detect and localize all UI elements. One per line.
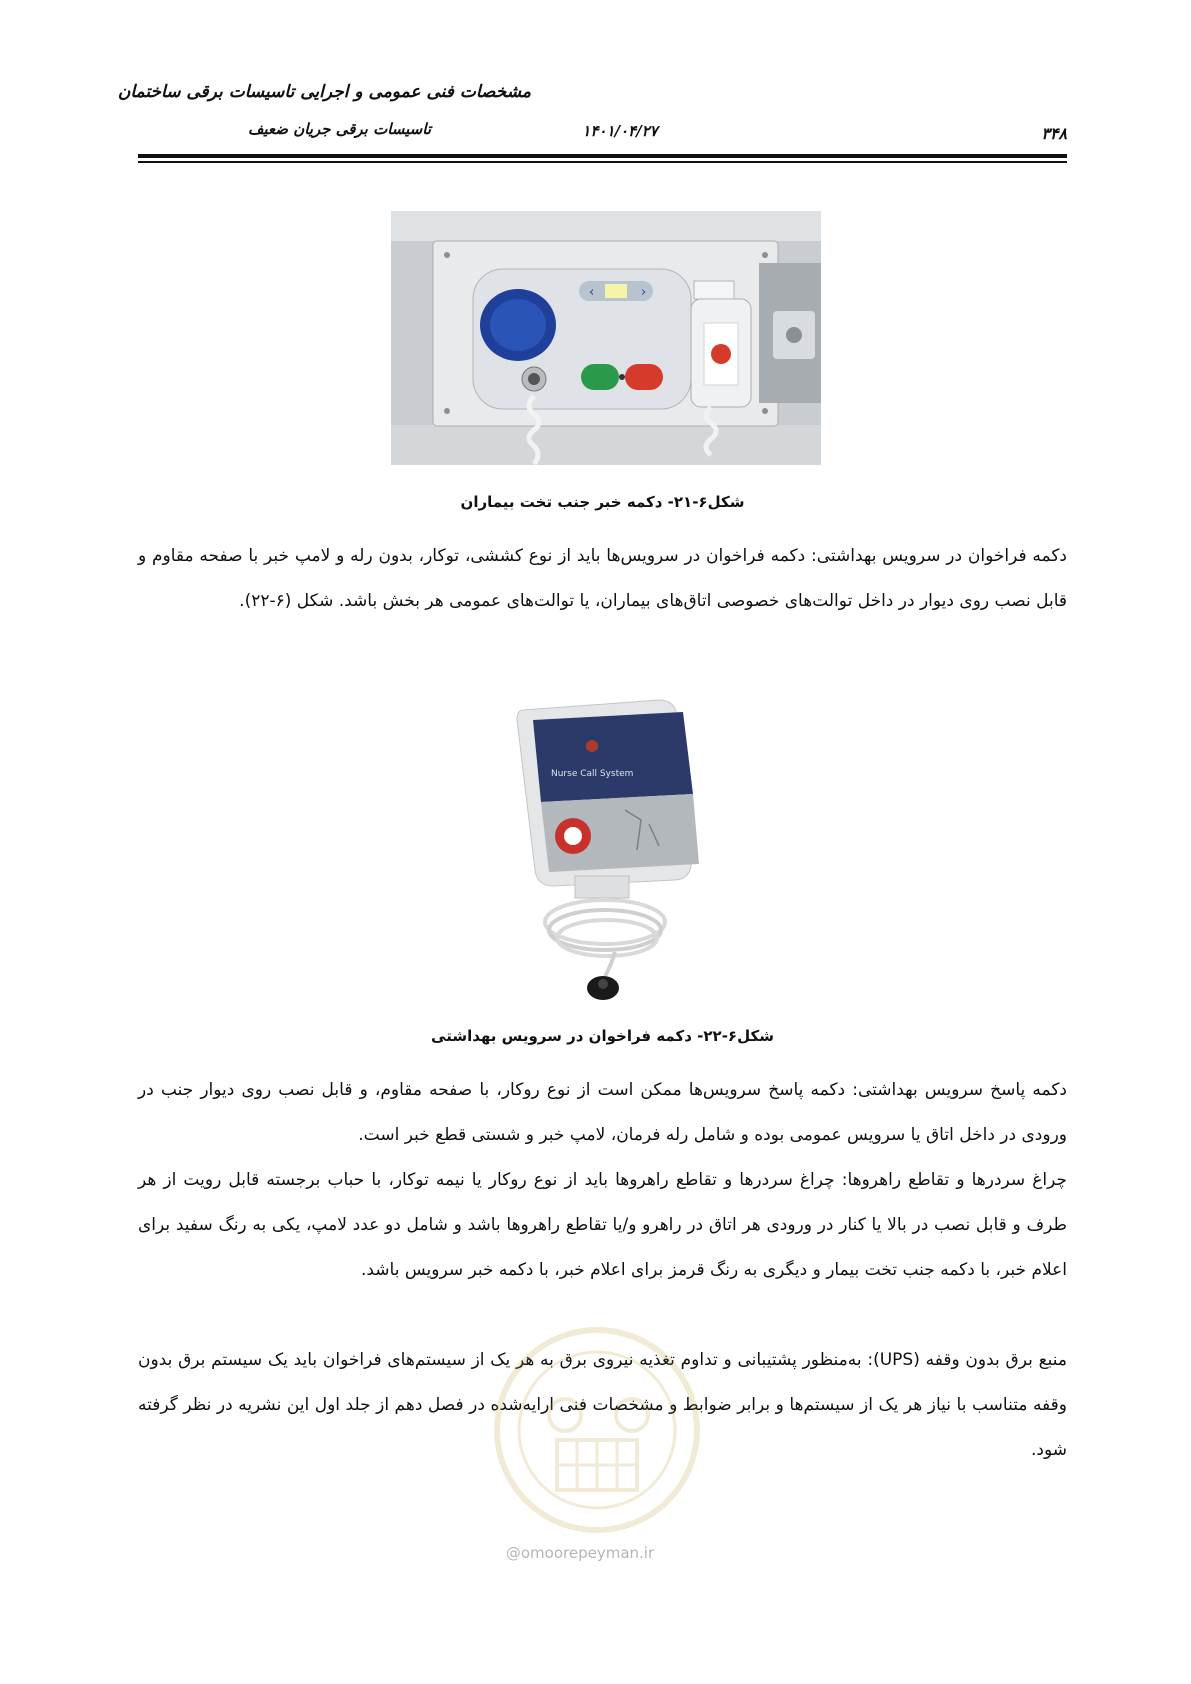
svg-text:›: ›: [641, 285, 647, 300]
figure-caption: شکل۶-۲۱- دکمه خبر جنب تخت بیماران: [460, 493, 745, 511]
figure-caption: شکل۶-۲۲- دکمه فراخوان در سرویس بهداشتی: [431, 1027, 774, 1045]
document-title: مشخصات فنی عمومی و اجرایی تاسیسات برقی ساختمان: [117, 82, 531, 102]
figure-nurse-call-pullcord: [495, 690, 725, 1008]
watermark-url: @omoorepeyman.ir: [505, 1544, 655, 1562]
paragraph-ups: منبع برق بدون وقفه (UPS): به‌منظور پشتیبانی و تداوم تغذیه نیروی برق به هر یک از سیستم‌های فراخوان باید یک سیستم برق بدون وقفه متناسب با نیاز هر یک از سیستم‌ها و برابر ضوابط و مشخصات فنی ارایه‌شده در فصل دهم از جلد اول این نشریه در نظر گرفته شود.: [138, 1350, 1067, 1460]
paragraph-toilet-response-button: دکمه پاسخ سرویس بهداشتی: دکمه پاسخ سرویس‌ها ممکن است از نوع روکار، با صفحه مقاوم، و قابل نصب روی دیوار جنب در ورودی در داخل اتاق یا سرویس عمومی بوده و شامل رله فرمان، لامپ خبر و شستی قطع خبر است.: [138, 1080, 1067, 1145]
svg-text:‹: ‹: [589, 285, 595, 300]
nurse-call-photo: [495, 690, 725, 1008]
device-label: Nurse Call System: [551, 769, 634, 779]
header-rule-thick: [138, 154, 1067, 158]
page-number: ۳۴۸: [1041, 124, 1067, 143]
paragraph-toilet-call-button: دکمه فراخوان در سرویس بهداشتی: دکمه فراخوان در سرویس‌ها باید از نوع کششی، توکار، بدون رله و لامپ خبر با صفحه مقاوم و قابل نصب روی دیوار در داخل توالت‌های خصوصی اتاق‌های بیماران، یا توالت‌های عمومی هر بخش باشد. شکل (۶-۲۲).: [138, 546, 1067, 611]
bedside-panel-photo: [391, 211, 821, 465]
figure-bedside-call-panel: [391, 211, 821, 465]
paragraph-corridor-lamps: چراغ سردرها و تقاطع راهروها: چراغ سردرها و تقاطع راهروها باید از نوع روکار یا نیمه توکار، با حباب برجسته قابل رویت از هر طرف و قابل نصب در بالا یا کنار در ورودی هر اتاق در راهرو و/یا تقاطع راهروها باشد و شامل دو عدد لامپ، یکی به رنگ سفید برای اعلام خبر، با دکمه جنب تخت بیمار و دیگری به رنگ قرمز برای اعلام خبر، با دکمه خبر سرویس باشد.: [138, 1170, 1067, 1280]
header-rule-thin: [138, 161, 1067, 163]
document-date: ۱۴۰۱/۰۴/۲۷: [582, 122, 658, 140]
section-subtitle: تاسیسات برقی جریان ضعیف: [247, 120, 431, 138]
watermark-seal-icon: [487, 1320, 707, 1540]
